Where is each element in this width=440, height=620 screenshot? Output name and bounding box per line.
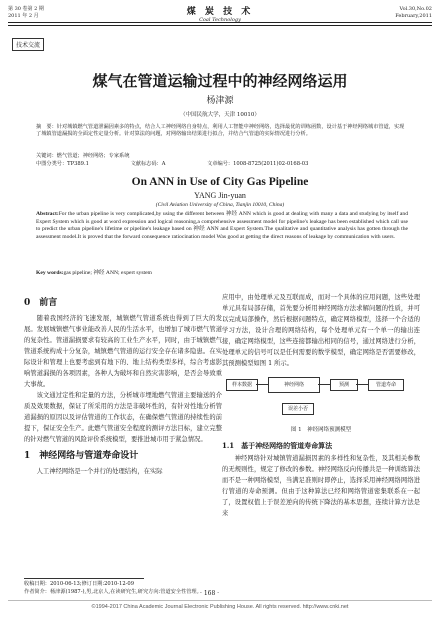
diagram-arrow — [356, 384, 368, 385]
author-bio: 作者简介：杨津源(1987-),男,北京人,在读研究生,研究方向:管道安全性管理。 — [24, 589, 202, 595]
right-paragraph-2: 神经网络针对城镇管道漏损因素的多样性和复杂性，及其相关参数的无规则性，规定了修改的参数。神经网络反向传播共是一种训练算法而不是一种网络模型，当满足准则时即停止，选择采用神经网络网络进行管道的寿命预测。但由于这种算法已经和网络管道密集联系在一起了，设置权值上于误差逆向的传统下降法的基本思想，连续计算方法是来 — [222, 455, 420, 517]
received-date: 收稿日期：2010-06-13;修订日期:2010-12-09 — [24, 581, 135, 587]
footnote-rule — [24, 578, 144, 579]
classification-row — [36, 161, 408, 168]
diagram-arrow — [256, 384, 268, 385]
diagram-box-error: 误差小否 — [282, 403, 314, 415]
date-line-en: February,2011 — [395, 13, 432, 19]
body-column-right — [222, 292, 420, 519]
abstract-en-label: Abstract: — [36, 211, 59, 217]
volume-line: 第 30 卷第 2 期 — [8, 6, 44, 12]
diagram-box-sample: 样本数据 — [226, 379, 258, 391]
date-line: 2011 年 2 月 — [8, 13, 39, 19]
subsection-heading-1-1: 1.1 基于神经网络的管道寿命算法 — [222, 441, 333, 450]
section-1-paragraph: 人工神经网络是一个并行的处理结构，在实际 — [36, 468, 163, 475]
header-rule-thin — [8, 25, 432, 26]
section-heading-1: 1 神经网络与管道寿命设计 — [24, 451, 139, 461]
intro-paragraph-1: 随着我国经济的飞速发展，城镇燃气管道系统也得到了巨大的发展。发展城镇燃气事业能改善人民的生活水平，也增加了城市燃气管道的复杂性。管道漏损要求有较高的工业生产水平，同时，由于城镇燃气管道系统构成十分复杂，城镇燃气管道的运行安全存在诸多隐患。在实际设计和管理上也要考虑到有地下的、地上结构类型多样，综合考虑影响管道漏损的各项因素，各种人为破坏和自然灾害影响，是否会导致重大事故。 — [24, 315, 222, 388]
article-number: 文章编号：1008-8725(2011)02-0168-03 — [207, 161, 309, 167]
abstract-en — [36, 211, 408, 241]
journal-name — [160, 4, 280, 23]
journal-name-en: Coal Technology — [199, 17, 241, 23]
volume-line-en: Vol.30,No.02 — [399, 6, 432, 12]
document-code: 文献标志码：A — [130, 161, 166, 167]
journal-volume-info-en — [395, 6, 432, 20]
body-column-left — [24, 292, 222, 477]
diagram-box-predict: 预测 — [330, 379, 358, 391]
right-paragraph-1: 应用中，由处理单元及互联而成，而对一个具体的应用问题，这些处理单元具有局部存储，首先要分析用神经网络方法求解问题的性质，并可以完成局部操作，然后根据问题特点，确定网络模型，选择一个合适的学习方法，设计合理的网络结构，每个处理单元有一个单一的输出连接，确定网络模型，这些连接都输出相同的信号，通过网络进行分析，处理单元的信号可以是任何需要的数学模型，确定网络是否需要修改，其预测模型如图 1 所示。 — [222, 294, 420, 367]
keywords-cn: 关键词：燃气管道；神经网络；专家系统 — [36, 153, 130, 159]
footnotes — [24, 580, 202, 596]
abstract-en-text: For the urban pipeline is very complicated,by using the different between 神经 ANN which is good at dealing with many a data and studying by itself and Expert System which is good at word expression and logical reasoning,a comprehensive assessment model for pipeline's leakage has been established which call use to predict the urban pipeline's lifetime or pipeline's leakage based on 神经 ANN and Expert System.The qualitative and quantitative analysis has gotten through the assessment model.It is proved that the forward consequence ratiocination model Was good at getting the direct reasons of leakage by communication with users. — [36, 211, 408, 240]
journal-name-cn: 煤 炭 技 术 — [186, 7, 254, 17]
copyright-line: ©1994-2017 China Academic Journal Electronic Publishing House. All rights reserved. http://www.cnki.net — [91, 604, 349, 610]
article-title-en: On ANN in Use of City Gas Pipeline — [131, 176, 309, 188]
author-en: YANG Jin-yuan — [194, 191, 246, 200]
abstract-cn: 摘 要：针对城镇燃气管道泄漏因素多的特点，结合人工神经网络自身特点，利用人工智能中神经网络，选择最优的训练函数，设计基于神经网络城市管道，实现了城镇管道漏损的全面定性定量分析。针对算法的问题，对网络输出结果进行拟合，并结合气管道的实际情况进行分析。 — [36, 124, 405, 138]
affiliation-cn: （中国民航大学，天津 10010） — [180, 112, 260, 118]
diagram-arrow — [318, 384, 330, 385]
section-heading-intro: 0 前言 — [24, 298, 58, 308]
section-tag: 技术交流 — [12, 38, 44, 51]
bottom-rule — [8, 600, 432, 601]
page-number: · 168 · — [200, 590, 220, 597]
diagram-box-network: 神经网络 — [268, 377, 320, 393]
header-rule — [8, 22, 432, 23]
class-number: 中图分类号：TP389.1 — [36, 161, 89, 167]
figure-1-caption: 图 1 神经网络预测模型 — [290, 427, 352, 433]
affiliation-en: (Civil Aviation University of China, Tianjin 10010, China) — [155, 202, 285, 208]
keywords-en-text: gas pipeline; 神经 ANN; expert system — [63, 270, 152, 276]
diagram-box-lifetime: 管道寿命 — [368, 379, 404, 391]
article-title-cn: 煤气在管道运输过程中的神经网络运用 — [92, 72, 348, 90]
author-cn: 杨津源 — [206, 96, 234, 106]
journal-volume-info — [8, 6, 44, 20]
keywords-en-label: Key words: — [36, 270, 64, 276]
intro-paragraph-2: 该文通过定性和定量的方法，分析城市埋地燃气管道主要输送的介质及效果数据，保证了所采用的方法是非破坏性的，有针对性地分析管道漏损的原因以及评估管道的工作状态，在确保燃气管道的持续性的前提下，保证安全生产。此燃气管道安全程度的测评方法目标，建立完整的针对燃气管道的风险评价系统模型，要推进城市用于紧急情况。 — [24, 392, 222, 443]
figure-1-diagram — [222, 373, 420, 423]
keywords-en — [36, 270, 408, 278]
